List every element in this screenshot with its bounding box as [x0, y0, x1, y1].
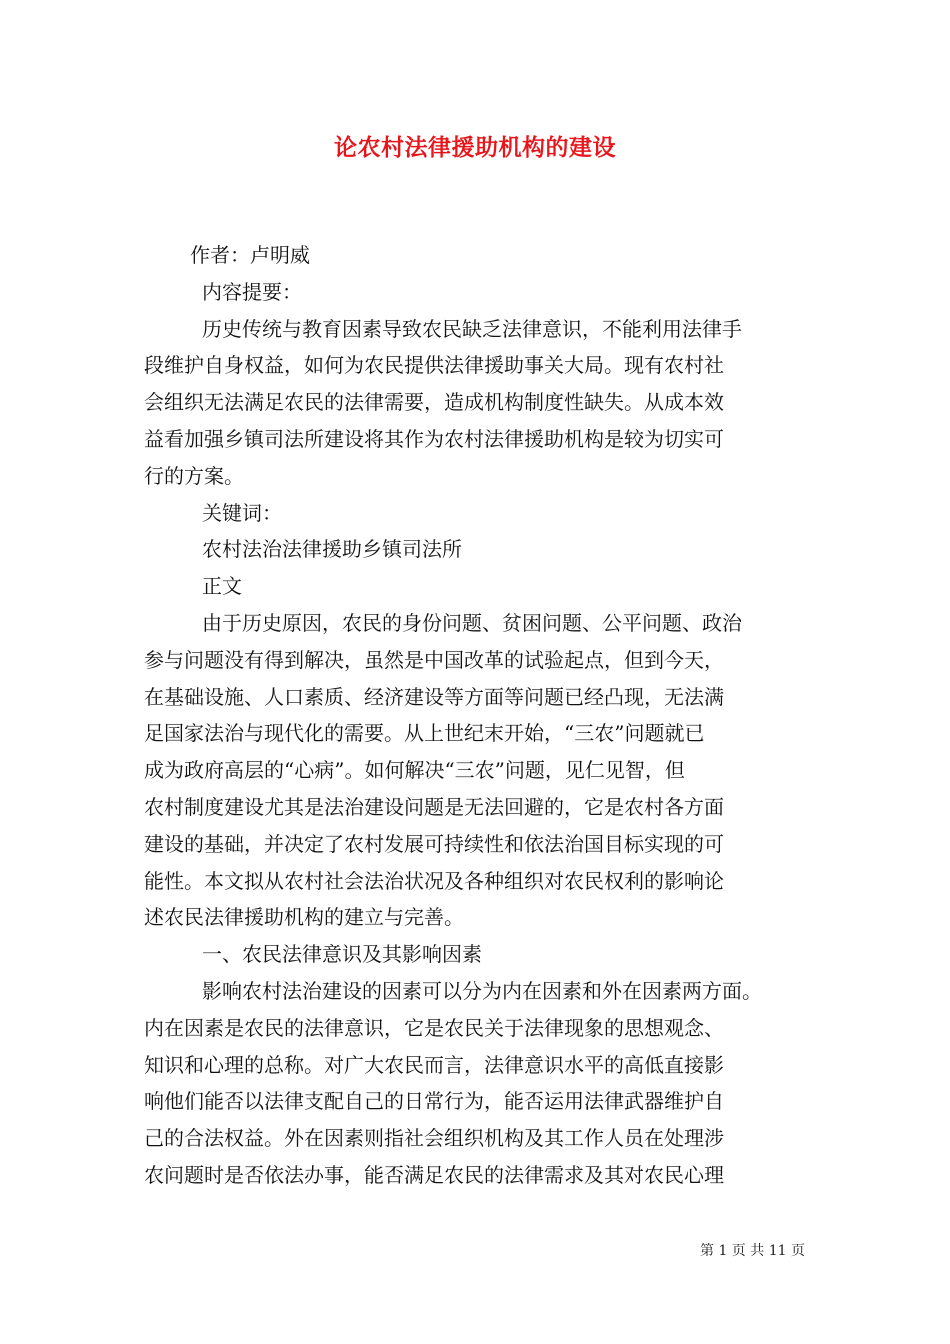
body-line: 一、农民法律意识及其影响因素 — [202, 942, 482, 967]
body-line: 参与问题没有得到解决，虽然是中国改革的试验起点，但到今天， — [144, 647, 724, 672]
body-line: 农村制度建设尤其是法治建设问题是无法回避的，它是农村各方面 — [144, 794, 724, 819]
body-line: 历史传统与教育因素导致农民缺乏法律意识，不能利用法律手 — [202, 316, 742, 341]
body-line: 建设的基础，并决定了农村发展可持续性和依法治国目标实现的可 — [144, 831, 724, 856]
body-line: 作者：卢明威 — [190, 243, 310, 267]
body-line: 农问题时是否依法办事，能否满足农民的法律需求及其对农民心理 — [144, 1162, 724, 1187]
body-line: 农村法治法律援助乡镇司法所 — [202, 537, 462, 562]
document-body — [144, 237, 824, 1194]
document-title: 论农村法律援助机构的建设 — [334, 134, 616, 161]
body-line: 述农民法律援助机构的建立与完善。 — [144, 905, 464, 930]
body-line: 内容提要： — [202, 279, 302, 304]
body-line: 内在因素是农民的法律意识，它是农民关于法律现象的思想观念、 — [144, 1015, 724, 1040]
page-number-footer: 第 1 页 共 11 页 — [700, 1243, 805, 1259]
body-line: 在基础设施、人口素质、经济建设等方面等问题已经凸现，无法满 — [144, 684, 724, 709]
body-line: 会组织无法满足农民的法律需要，造成机构制度性缺失。从成本效 — [144, 390, 724, 415]
body-line: 成为政府高层的“心病”。如何解决“三农”问题，见仁见智，但 — [144, 758, 685, 783]
body-line: 影响农村法治建设的因素可以分为内在因素和外在因素两方面。 — [202, 978, 762, 1003]
body-line: 由于历史原因，农民的身份问题、贫困问题、公平问题、政治 — [202, 610, 742, 635]
body-line: 知识和心理的总称。对广大农民而言，法律意识水平的高低直接影 — [144, 1052, 724, 1077]
body-line: 足国家法治与现代化的需要。从上世纪末开始，“三农”问题就已 — [144, 721, 705, 746]
body-line: 行的方案。 — [144, 463, 244, 488]
body-line: 能性。本文拟从农村社会法治状况及各种组织对农民权利的影响论 — [144, 868, 724, 893]
body-line: 响他们能否以法律支配自己的日常行为，能否运用法律武器维护自 — [144, 1089, 724, 1114]
body-line: 益看加强乡镇司法所建设将其作为农村法律援助机构是较为切实可 — [144, 426, 724, 451]
body-line: 正文 — [202, 574, 242, 599]
body-line: 关键词： — [202, 500, 282, 525]
body-line: 段维护自身权益，如何为农民提供法律援助事关大局。现有农村社 — [144, 353, 724, 378]
body-line: 己的合法权益。外在因素则指社会组织机构及其工作人员在处理涉 — [144, 1126, 724, 1151]
